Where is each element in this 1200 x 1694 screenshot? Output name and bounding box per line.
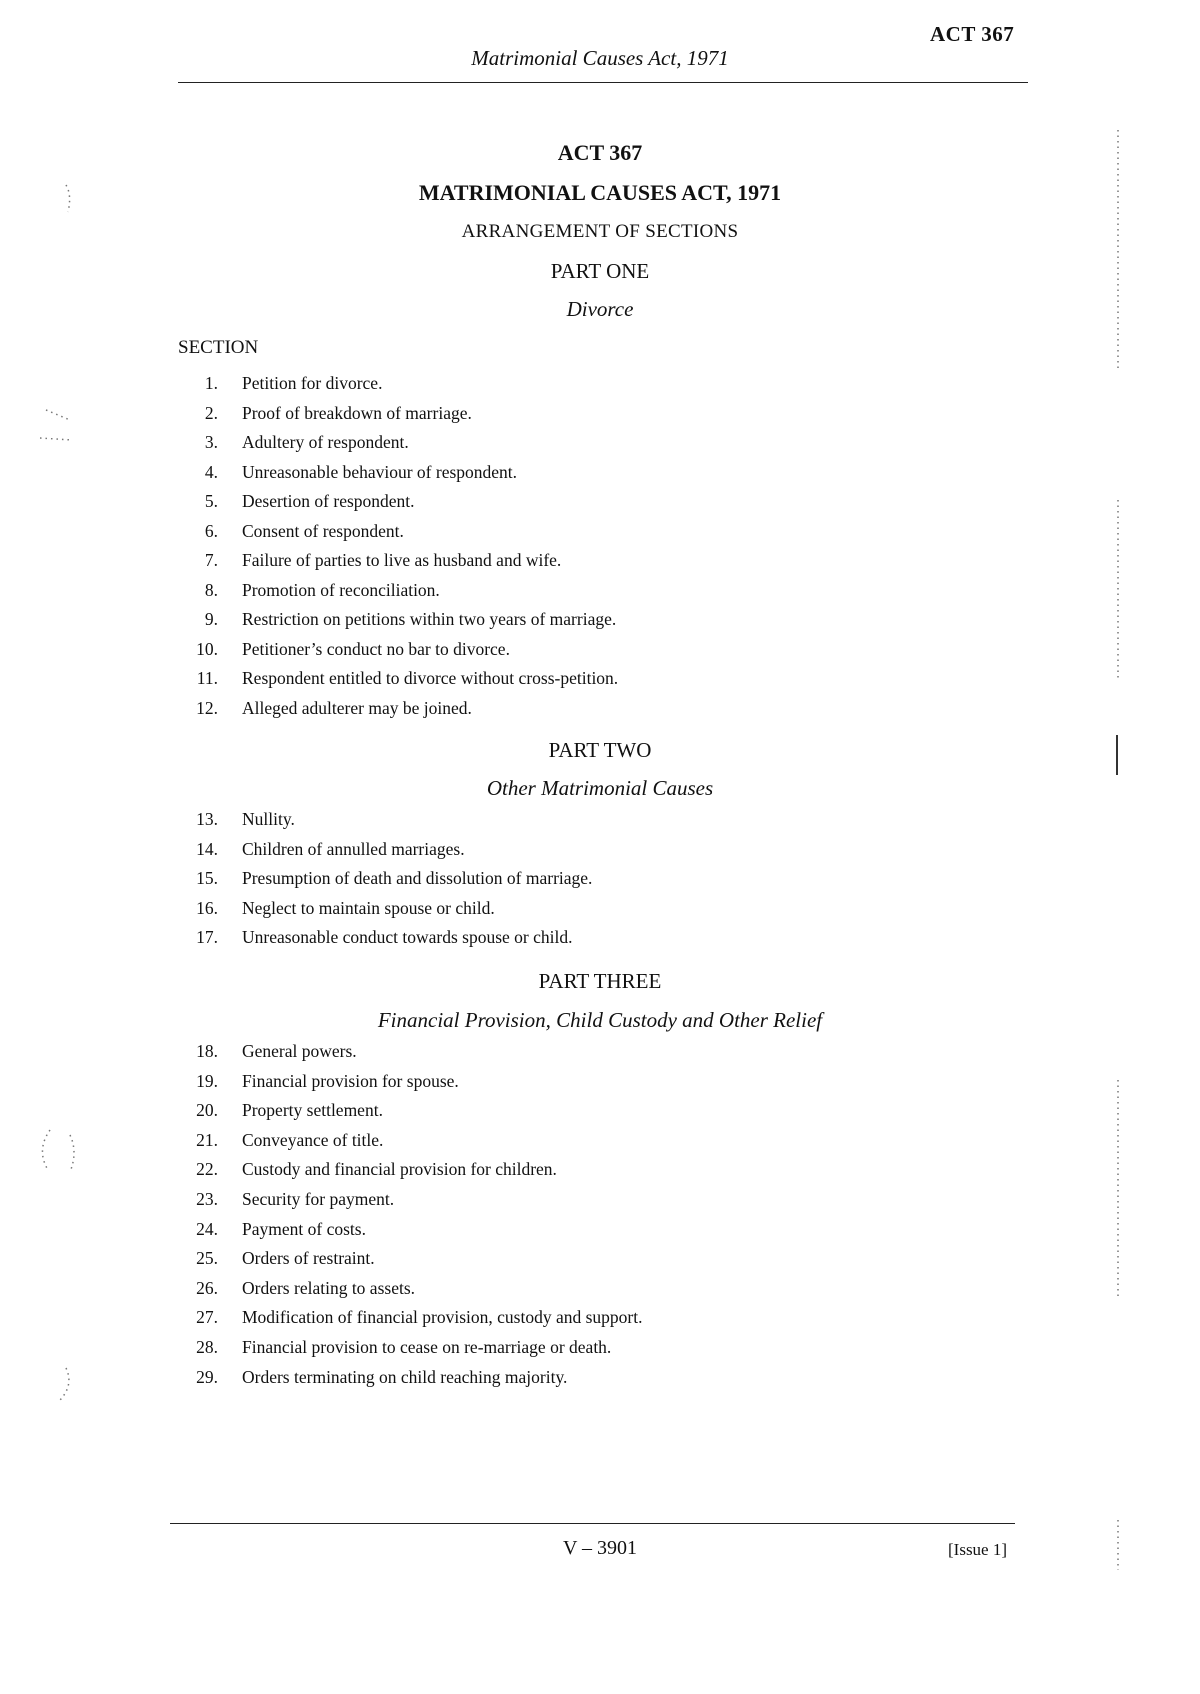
section-column-label: SECTION	[178, 337, 259, 358]
section-title: Unreasonable conduct towards spouse or child.	[242, 927, 573, 948]
issue-label: [Issue 1]	[948, 1540, 1008, 1559]
section-title: Children of annulled marriages.	[242, 838, 465, 859]
section-title: Promotion of reconciliation.	[242, 579, 440, 600]
section-title: Consent of respondent.	[242, 520, 404, 541]
section-title: Property settlement.	[242, 1100, 383, 1121]
section-title: Unreasonable behaviour of respondent.	[242, 461, 518, 482]
section-title: Custody and financial provision for children.	[242, 1159, 557, 1180]
section-title: Orders of restraint.	[242, 1248, 375, 1269]
part-three-heading: PART THREE	[538, 969, 662, 993]
section-title: Security for payment.	[242, 1189, 395, 1209]
section-number: 21.	[196, 1129, 218, 1150]
section-number: 3.	[204, 432, 218, 452]
section-title: Financial provision for spouse.	[242, 1070, 459, 1091]
section-title: Respondent entitled to divorce without cross-petition.	[242, 668, 619, 688]
section-title: Nullity.	[242, 809, 295, 829]
section-title: Petitioner’s conduct no bar to divorce.	[242, 638, 510, 659]
section-number: 29.	[196, 1366, 218, 1387]
section-title: Orders terminating on child reaching majority.	[242, 1366, 568, 1387]
section-number: 28.	[196, 1337, 218, 1357]
section-title: Conveyance of title.	[242, 1129, 384, 1150]
section-title: Orders relating to assets.	[242, 1277, 416, 1298]
section-number: 27.	[196, 1307, 218, 1328]
section-number: 6.	[204, 520, 218, 541]
section-number: 18.	[196, 1041, 218, 1061]
part-one-subtitle: Divorce	[566, 297, 634, 321]
section-number: 17.	[196, 927, 218, 948]
section-number: 2.	[204, 402, 218, 423]
section-title: Restriction on petitions within two years of marriage.	[242, 609, 617, 629]
part-one-heading: PART ONE	[550, 259, 650, 283]
section-number: 26.	[196, 1277, 218, 1298]
section-number: 19.	[196, 1070, 218, 1091]
section-number: 9.	[204, 609, 218, 629]
arrangement-heading: ARRANGEMENT OF SECTIONS	[461, 221, 739, 242]
section-number: 4.	[204, 461, 218, 482]
part-two-subtitle: Other Matrimonial Causes	[486, 776, 714, 800]
section-number: 15.	[196, 868, 218, 889]
section-number: 10.	[196, 638, 218, 659]
section-number: 20.	[196, 1100, 218, 1121]
section-number: 13.	[196, 809, 218, 829]
section-title: Proof of breakdown of marriage.	[242, 402, 472, 423]
section-title: Desertion of respondent.	[242, 491, 415, 511]
page-number: V – 3901	[562, 1537, 638, 1559]
act-title-heading: MATRIMONIAL CAUSES ACT, 1971	[418, 180, 782, 205]
section-title: Adultery of respondent.	[242, 432, 409, 452]
section-number: 25.	[196, 1248, 218, 1269]
part-three-subtitle: Financial Provision, Child Custody and Other Relief	[377, 1008, 823, 1032]
running-title: Matrimonial Causes Act, 1971	[471, 46, 729, 70]
section-title: Failure of parties to live as husband and wife.	[242, 550, 562, 570]
section-title: Presumption of death and dissolution of marriage.	[242, 868, 593, 889]
act-number-heading: ACT 367	[557, 140, 643, 165]
part-two-heading: PART TWO	[548, 738, 652, 762]
section-title: Alleged adulterer may be joined.	[242, 697, 472, 718]
section-title: General powers.	[242, 1041, 357, 1061]
section-number: 16.	[196, 897, 218, 918]
section-title: Neglect to maintain spouse or child.	[242, 897, 495, 918]
section-number: 22.	[196, 1159, 218, 1180]
section-number: 8.	[204, 579, 218, 600]
section-title: Modification of financial provision, custody and support.	[242, 1307, 643, 1328]
section-number: 23.	[196, 1189, 218, 1209]
section-number: 12.	[196, 697, 218, 718]
section-title: Payment of costs.	[242, 1218, 366, 1239]
section-number: 11.	[196, 668, 218, 688]
section-title: Financial provision to cease on re-marriage or death.	[242, 1337, 612, 1357]
section-title: Petition for divorce.	[242, 373, 383, 393]
section-number: 1.	[204, 373, 218, 393]
section-number: 24.	[196, 1218, 218, 1239]
header-act-tag: ACT 367	[930, 22, 1015, 46]
section-number: 14.	[196, 838, 218, 859]
section-number: 5.	[204, 491, 218, 511]
section-number: 7.	[204, 550, 218, 570]
